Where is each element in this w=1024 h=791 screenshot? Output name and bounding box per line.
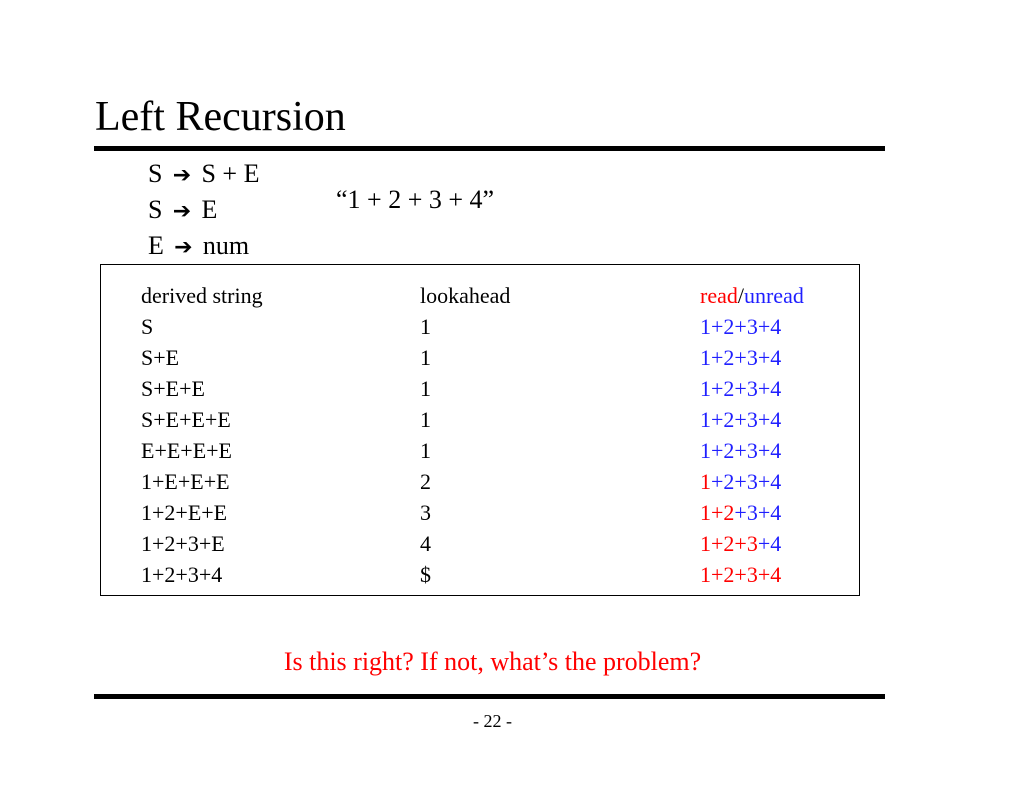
read-portion: 1+2+3 [700,531,758,556]
lookahead-cell: 1 [420,314,431,339]
header-unread: unread [743,283,804,308]
rule-lhs: S [148,159,163,188]
input-state-cell [700,311,781,342]
header-read-unread [700,280,804,311]
derived-string-cell: 1+2+3+4 [141,562,223,587]
arrow-right-icon: ➔ [172,163,192,188]
derived-string-cell: S+E [141,345,180,370]
arrow-right-icon: ➔ [174,235,193,260]
rule-rhs: num [202,231,250,260]
unread-portion: 1+2+3+4 [700,438,782,463]
unread-portion: +2+3+4 [711,469,782,494]
read-portion: 1+2+3+4 [700,562,782,587]
rule-rhs: E [201,195,218,224]
slide-title: Left Recursion [95,94,346,140]
unread-portion: 1+2+3+4 [700,314,782,339]
rule-rhs: S + E [201,159,260,188]
header-lookahead: lookahead [420,283,511,308]
input-state-cell [700,404,781,435]
lookahead-cell: $ [420,562,431,587]
header-slash: / [737,283,744,308]
lookahead-cell: 1 [420,376,431,401]
header-derived-string: derived string [141,283,263,308]
input-state-cell [700,466,781,497]
input-state-cell [700,528,781,559]
grammar-rule [148,228,259,264]
lookahead-cell: 1 [420,407,431,432]
lookahead-cell: 3 [420,500,431,525]
derived-string-cell: E+E+E+E [141,438,232,463]
lookahead-cell: 1 [420,345,431,370]
example-input: “1 + 2 + 3 + 4” [336,185,495,214]
derivation-table [100,264,860,596]
grammar-rule [148,156,259,192]
unread-portion: 1+2+3+4 [700,345,782,370]
unread-portion: +4 [757,531,782,556]
footer-divider [94,694,885,699]
grammar-rule [148,192,259,228]
derived-string-cell: S [141,314,154,339]
lookahead-cell: 2 [420,469,431,494]
lookahead-cell: 4 [420,531,431,556]
input-state-cell [700,373,781,404]
input-state-cell [700,497,781,528]
page-number: - 22 - [473,711,512,731]
header-read: read [700,283,738,308]
question-text: Is this right? If not, what’s the problem? [283,647,702,676]
derived-string-cell: S+E+E [141,376,205,401]
derived-string-cell: S+E+E+E [141,407,231,432]
derived-string-cell: 1+E+E+E [141,469,230,494]
input-state-cell [700,342,781,373]
read-portion: 1 [700,469,711,494]
lookahead-cell: 1 [420,438,431,463]
title-divider [94,146,885,151]
unread-portion: 1+2+3+4 [700,407,782,432]
grammar-rules [148,156,259,264]
unread-portion: +3+4 [734,500,782,525]
input-state-cell [700,559,781,590]
rule-lhs: S [148,195,163,224]
rule-lhs: E [148,231,164,260]
read-portion: 1+2 [700,500,735,525]
arrow-right-icon: ➔ [172,199,192,224]
derived-string-cell: 1+2+E+E [141,500,228,525]
unread-portion: 1+2+3+4 [700,376,782,401]
input-state-cell [700,435,781,466]
derived-string-cell: 1+2+3+E [141,531,225,556]
